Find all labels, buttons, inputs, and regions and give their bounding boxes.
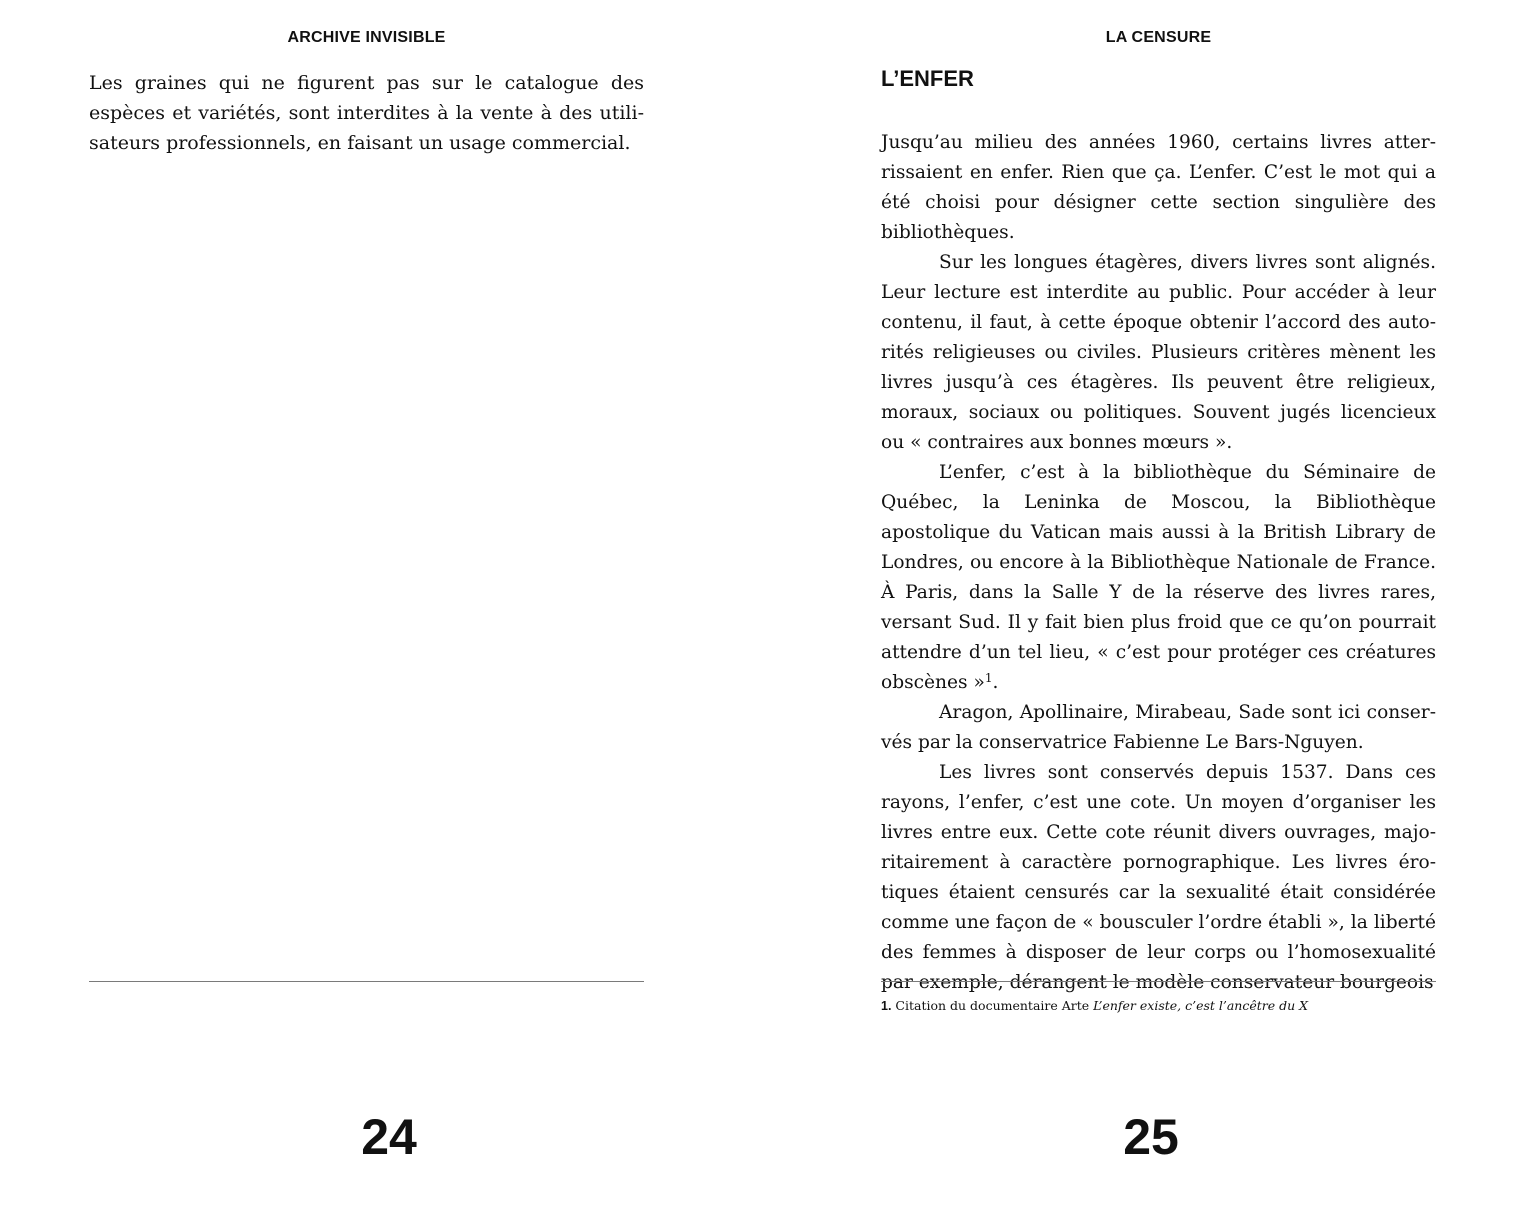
body-text	[881, 128, 1436, 998]
paragraph: Sur les longues étagères, divers livres sont alignés. Leur lecture est interdite au public. Pour accéder à leur contenu, il faut, à cette époque obtenir l’accord des autorités religieuses ou civiles. Plusieurs critères mènent les livres jusqu’à ces étagères. Ils peuvent être religieux, moraux, sociaux ou politiques. Souvent jugés licencieux ou « contraires aux bonnes mœurs ».	[881, 252, 1436, 453]
footnote-divider	[881, 981, 1436, 982]
running-head: ARCHIVE INVISIBLE	[287, 29, 446, 46]
paragraph-text: L’enfer, c’est à la bibliothèque du Séminaire de Québec, la Leninka de Moscou, la Bibliothèque apostolique du Vatican mais aussi à la British Library de Londres, ou encore à la Bibliothèque Nationale de France. À Paris, dans la Salle Y de la réserve des livres rares, versant Sud. Il y fait bien plus froid que ce qu’on pourrait attendre d’un tel lieu, « c’est pour protéger ces créatures obscènes »	[881, 462, 1436, 693]
paragraph: Les graines qui ne figurent pas sur le catalogue des espèces et variétés, sont interdites à la vente à des utilisateurs professionnels, en faisant un usage commercial.	[89, 72, 644, 154]
body-text	[89, 68, 644, 158]
footnote-reference[interactable]: 1	[984, 671, 993, 685]
footnote	[881, 998, 1436, 1013]
footnote-number: 1.	[881, 999, 892, 1013]
page-number: 24	[361, 1109, 417, 1165]
paragraph: Les livres sont conservés depuis 1537. Dans ces rayons, l’enfer, c’est une cote. Un moyen d’organiser les livres entre eux. Cette cote réunit divers ouvrages, majoritairement à caractère pornographique. Les livres érotiques étaient censurés car la sexualité était considérée comme une façon de « bousculer l’ordre établi », la liberté des femmes à disposer de leur corps ou l’homosexualité par exemple, dérangent le modèle conservateur bourgeois	[881, 762, 1436, 993]
running-head: LA CENSURE	[1105, 29, 1212, 46]
paragraph: Aragon, Apollinaire, Mirabeau, Sade sont ici conservés par la conservatrice Fabienne Le Bars-Nguyen.	[881, 702, 1436, 753]
right-page	[762, 0, 1524, 1205]
paragraph: Jusqu’au milieu des années 1960, certains livres atterrissaient en enfer. Rien que ça. L’enfer. C’est le mot qui a été choisi pour désigner cette section singulière des bibliothèques.	[881, 132, 1436, 243]
footnote-title: L’enfer existe, c’est l’ancêtre du X	[1093, 998, 1309, 1013]
footnote-divider	[89, 981, 644, 982]
footnote-text: Citation du documentaire Arte	[895, 998, 1090, 1013]
paragraph-end-punctuation: .	[992, 672, 999, 693]
paragraph	[881, 458, 1436, 698]
page-number: 25	[1123, 1109, 1179, 1165]
chapter-title: L’ENFER	[881, 66, 974, 91]
